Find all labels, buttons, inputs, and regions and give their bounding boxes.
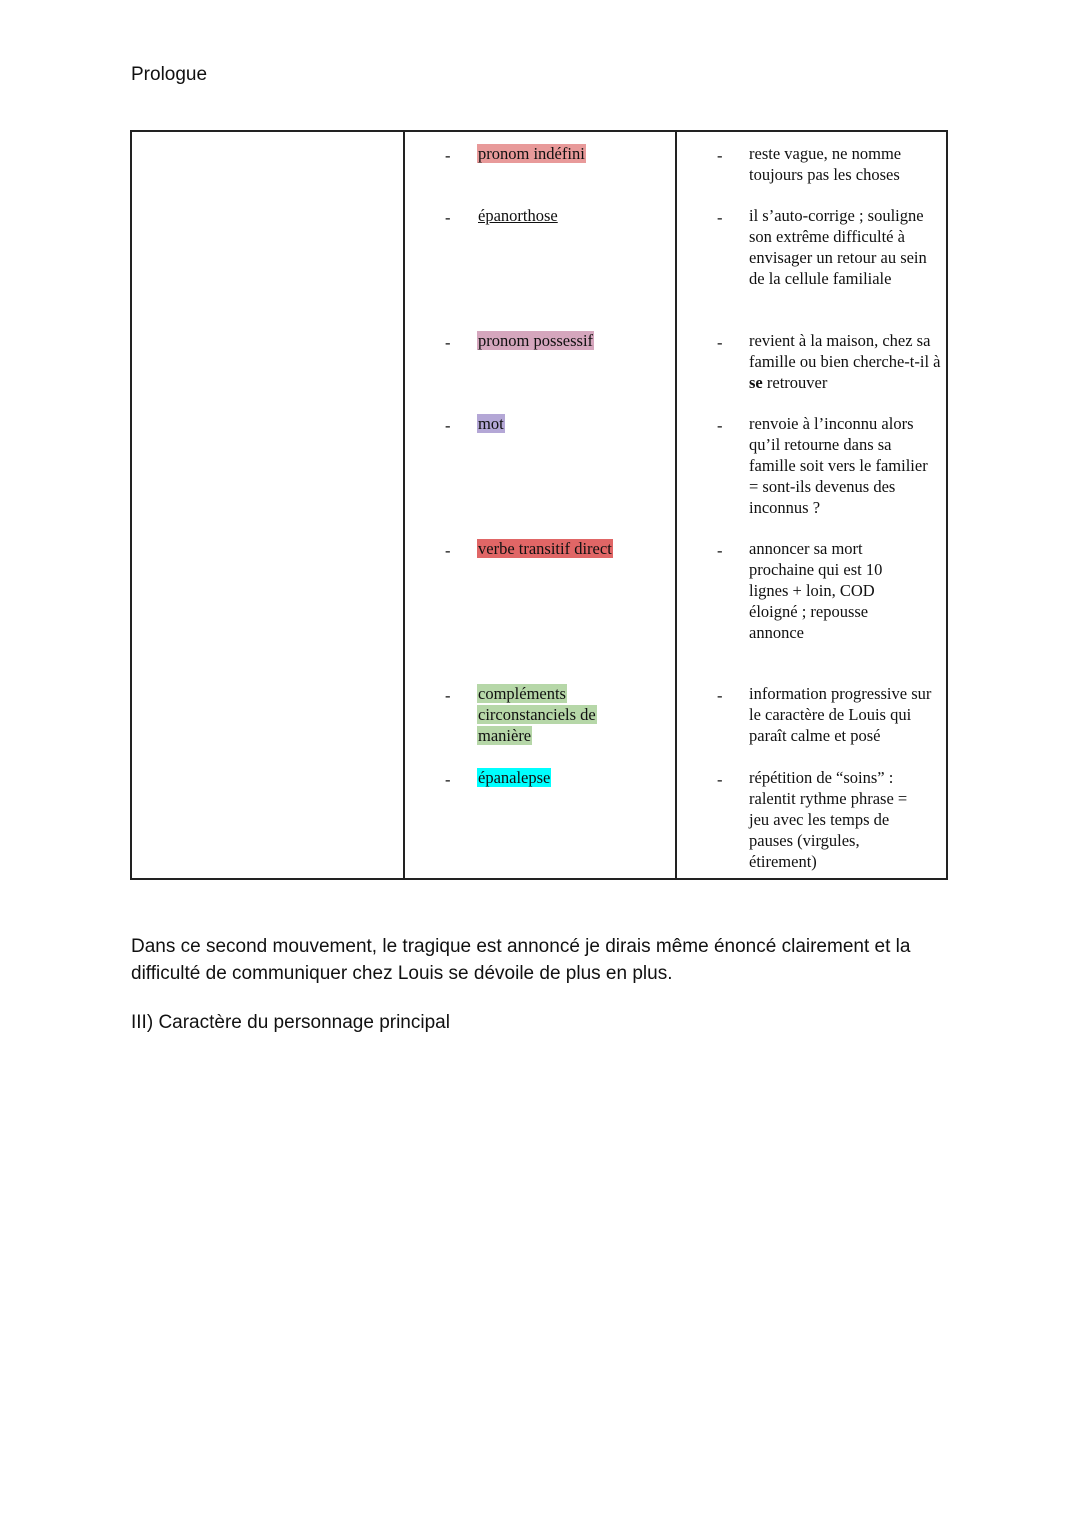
explanation-cell: reste vague, ne nomme toujours pas les choses <box>749 144 902 184</box>
section-heading: III) Caractère du personnage principal <box>131 1012 450 1033</box>
term-text: pronom indéfini <box>478 144 585 163</box>
page-title: Prologue <box>131 64 208 85</box>
explanation-cell: information progressive sur le caractère de Louis qui paraît calme et posé <box>749 684 932 745</box>
term-text: compléments circonstanciels de manière <box>478 684 596 745</box>
term-cell <box>477 205 627 226</box>
term-text: épanorthose <box>478 206 558 225</box>
bullet-dash: - <box>717 146 723 165</box>
bullet-dash: - <box>717 770 723 789</box>
term-cell <box>477 683 617 746</box>
term-text: pronom possessif <box>478 331 594 350</box>
term-text: épanalepse <box>478 768 551 787</box>
column-divider <box>403 132 405 878</box>
term-cell <box>477 767 627 788</box>
body-paragraph: Dans ce second mouvement, le tragique est annoncé je dirais même énoncé clairement et la difficulté de communiquer chez Louis se dévoile de plus en plus. <box>131 936 911 984</box>
bullet-dash: - <box>717 541 723 560</box>
bullet-dash: - <box>717 208 723 227</box>
bullet-dash: - <box>445 770 451 789</box>
bullet-dash: - <box>445 208 451 227</box>
explanation-text: retrouver <box>762 373 828 392</box>
term-cell <box>477 538 647 559</box>
term-cell <box>477 143 627 164</box>
bullet-dash: - <box>717 686 723 705</box>
bullet-dash: - <box>445 146 451 165</box>
term-cell <box>477 330 627 351</box>
bullet-dash: - <box>445 686 451 705</box>
term-text: verbe transitif direct <box>478 539 612 558</box>
column-divider <box>675 132 677 878</box>
bullet-dash: - <box>445 333 451 352</box>
term-cell <box>477 413 627 434</box>
bullet-dash: - <box>445 541 451 560</box>
explanation-cell <box>749 330 941 393</box>
explanation-cell: annoncer sa mort prochaine qui est 10 lignes + loin, COD éloigné ; repousse annonce <box>749 539 883 642</box>
explanation-cell: il s’auto-corrige ; souligne son extrême difficulté à envisager un retour au sein de la cellule familiale <box>749 206 927 288</box>
explanation-cell: renvoie à l’inconnu alors qu’il retourne dans sa famille soit vers le familier = sont-ils devenus des inconnus ? <box>749 414 928 517</box>
explanation-bold-word: se <box>749 373 763 392</box>
analysis-table <box>130 130 948 880</box>
bullet-dash: - <box>445 416 451 435</box>
explanation-text: revient à la maison, chez sa famille ou bien cherche-t-il à <box>749 331 941 371</box>
term-text: mot <box>478 414 504 433</box>
explanation-cell: répétition de “soins” : ralentit rythme phrase = jeu avec les temps de pauses (virgules, étirement) <box>749 768 908 871</box>
bullet-dash: - <box>717 416 723 435</box>
bullet-dash: - <box>717 333 723 352</box>
